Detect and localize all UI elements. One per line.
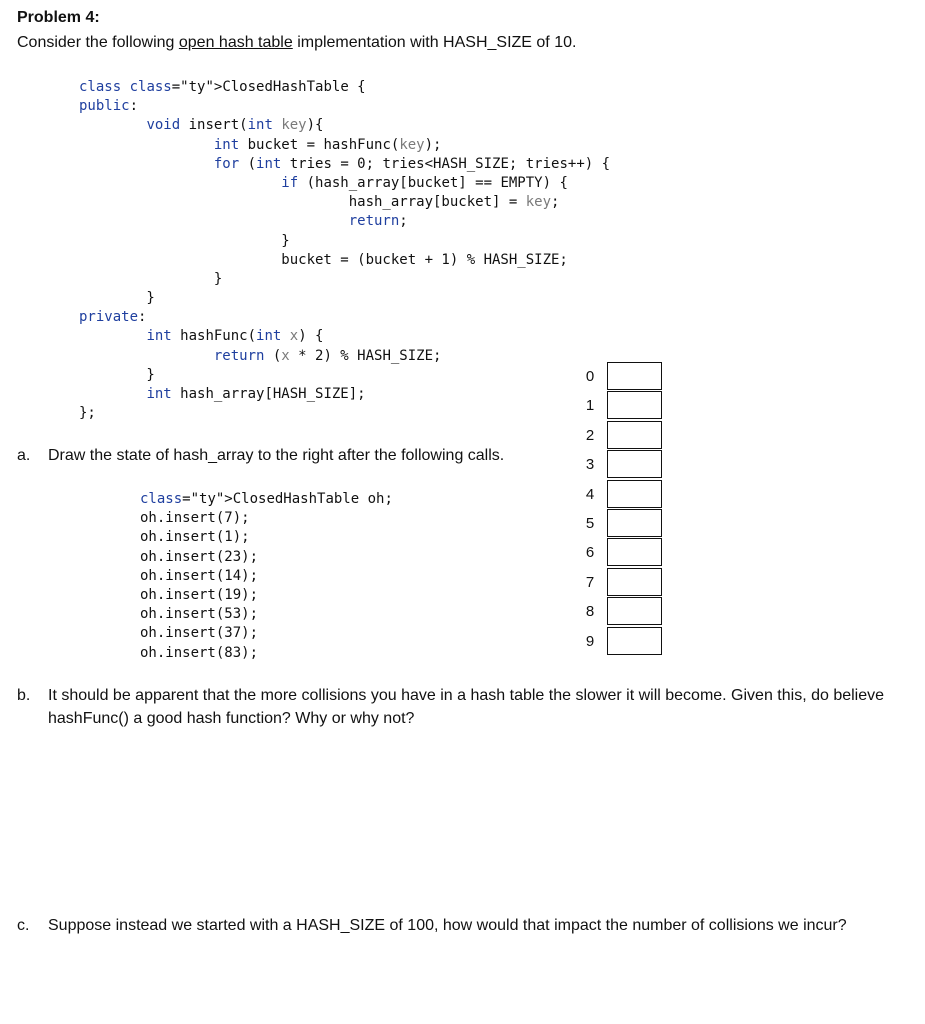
code-line: } <box>79 270 223 287</box>
code-line: } <box>79 290 155 307</box>
hash-cell <box>607 509 662 537</box>
hash-index-label: 9 <box>585 632 595 650</box>
hash-cell <box>607 627 662 655</box>
hash-index-label: 8 <box>585 603 595 621</box>
code-line: class class="ty">ClosedHashTable { <box>79 79 366 95</box>
question-b-label: b. <box>17 687 31 704</box>
hash-cell <box>607 480 662 508</box>
hash-cell <box>607 450 662 478</box>
code-line: int hashFunc(int x) { <box>146 328 324 345</box>
question-a <box>17 444 504 467</box>
code-line: }; <box>79 405 96 422</box>
hash-index-label: 5 <box>585 514 595 532</box>
hash-index-label: 0 <box>585 368 595 385</box>
hash-index-label: 6 <box>585 544 595 562</box>
call-line: oh.insert(19); <box>140 586 259 603</box>
hash-index-label: 7 <box>585 573 595 591</box>
call-line: oh.insert(1); <box>140 529 250 546</box>
hash-index-label: 4 <box>585 485 595 503</box>
call-line: oh.insert(37); <box>140 625 259 642</box>
code-line: } <box>79 232 290 249</box>
call-line: oh.insert(14); <box>140 567 259 584</box>
code-line: int bucket = hashFunc(key); <box>213 136 442 153</box>
call-line: class="ty">ClosedHashTable oh; <box>140 491 393 507</box>
question-c-text: Suppose instead we started with a HASH_SIZE of 100, how would that impact the number of collisions we incur? <box>48 917 847 934</box>
hash-cell <box>607 391 662 419</box>
code-line: for (int tries = 0; tries<HASH_SIZE; tries++) { <box>213 155 611 172</box>
call-line: oh.insert(23); <box>140 548 259 565</box>
code-line: void insert(int key){ <box>146 117 324 134</box>
code-line: return; <box>348 213 408 230</box>
intro-after: implementation with HASH_SIZE of 10. <box>292 34 577 51</box>
code-line: int hash_array[HASH_SIZE]; <box>146 386 366 402</box>
hash-cell <box>607 568 662 596</box>
question-a-label: a. <box>17 447 31 464</box>
intro-link-text: open hash table <box>178 34 293 51</box>
call-line: oh.insert(7); <box>140 510 250 527</box>
hash-cell <box>607 538 662 566</box>
code-block <box>79 78 610 423</box>
hash-index-label: 2 <box>585 426 595 444</box>
call-line: oh.insert(83); <box>140 644 259 661</box>
question-c <box>17 914 897 937</box>
question-c-label: c. <box>17 917 30 934</box>
question-b-text: It should be apparent that the more collisions you have in a hash table the slower it will become. Given this, do believe hashFunc() a good hash function? Why or why not? <box>48 687 885 727</box>
code-line: if (hash_array[bucket] == EMPTY) { <box>281 174 568 191</box>
hash-cell <box>607 362 662 390</box>
code-line: public: <box>79 98 139 115</box>
code-line: private: <box>79 309 147 326</box>
problem-title: Problem 4: <box>17 9 100 26</box>
question-a-text: Draw the state of hash_array to the right after the following calls. <box>48 447 505 464</box>
calls-block <box>140 490 393 663</box>
code-line: return (x * 2) % HASH_SIZE; <box>213 347 442 364</box>
question-b <box>17 684 897 730</box>
hash-index-label: 1 <box>585 397 595 415</box>
code-line: bucket = (bucket + 1) % HASH_SIZE; <box>79 251 568 268</box>
hash-index-label: 3 <box>585 456 595 474</box>
intro-before: Consider the following <box>17 34 179 51</box>
hash-cell <box>607 597 662 625</box>
code-line: } <box>79 366 155 383</box>
call-line: oh.insert(53); <box>140 606 259 623</box>
hash-cell <box>607 421 662 449</box>
code-line: hash_array[bucket] = key; <box>79 194 560 211</box>
problem-intro <box>17 34 576 52</box>
